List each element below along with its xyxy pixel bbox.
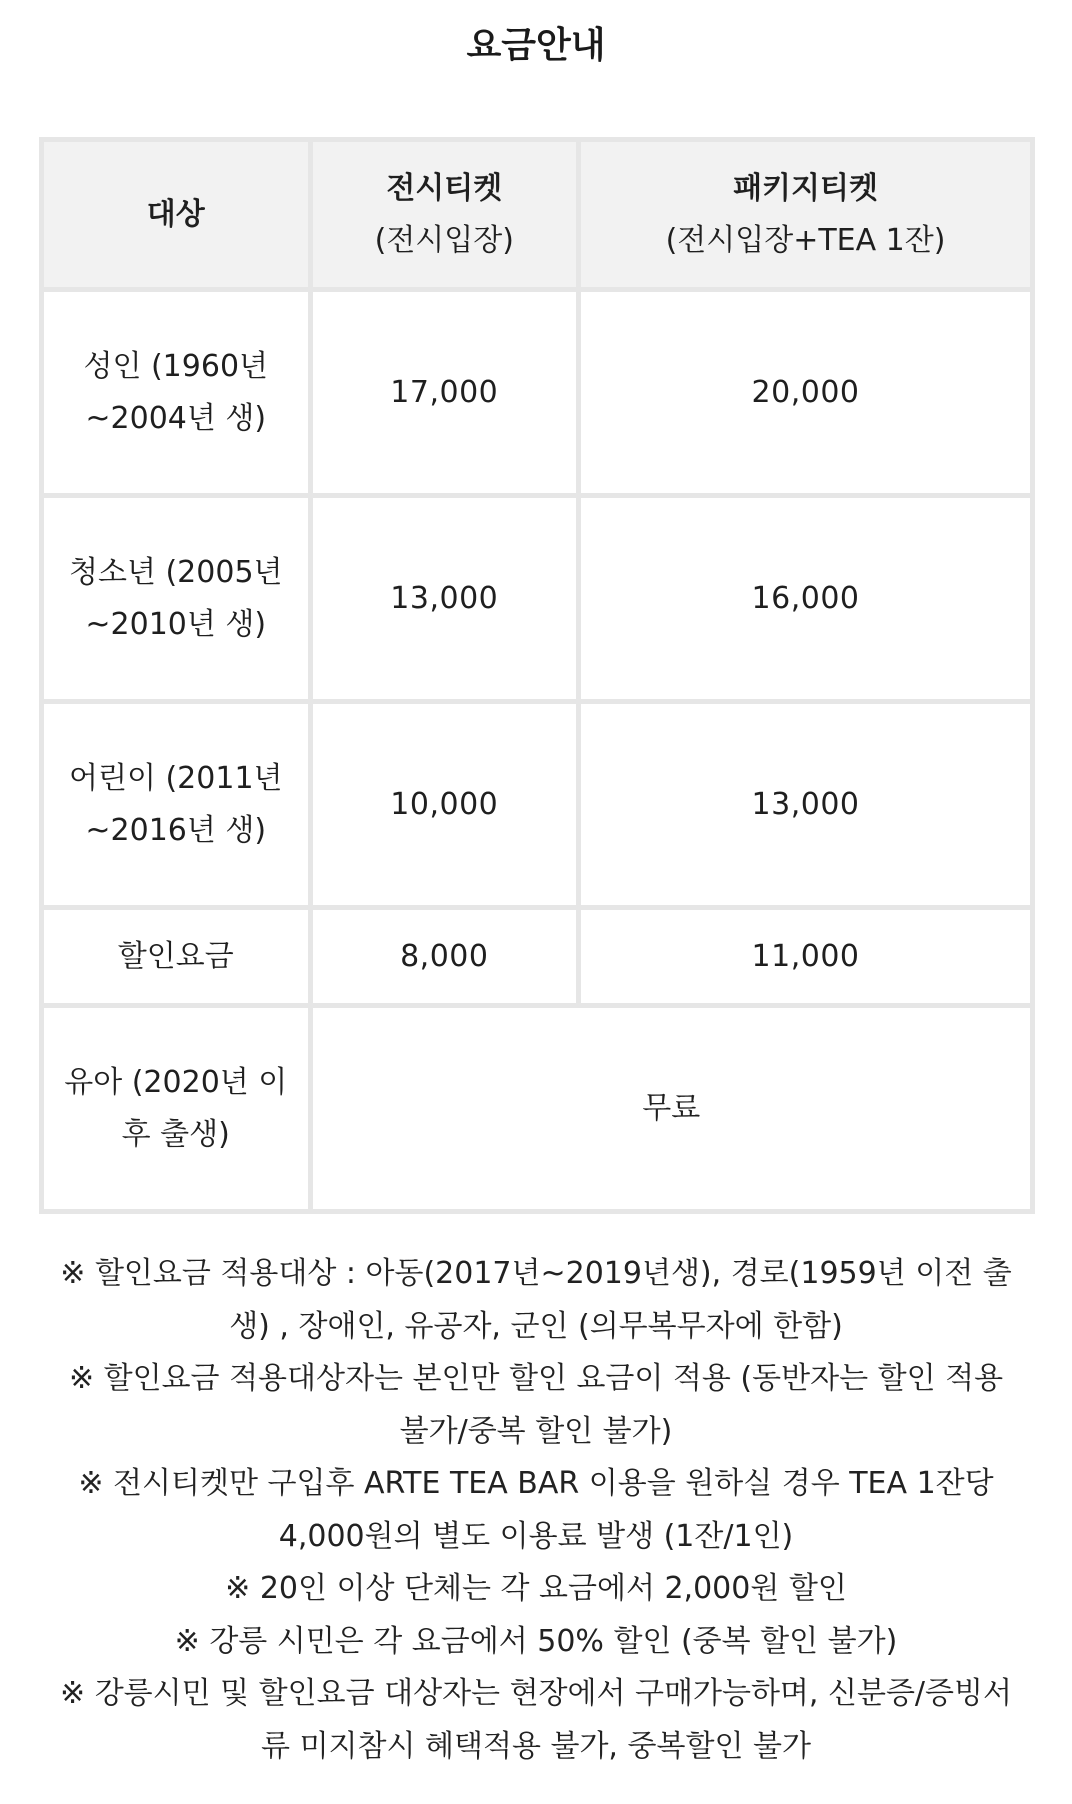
header-exhibition-sublabel: (전시입장): [374, 222, 514, 258]
table-row: [44, 704, 1030, 905]
header-package-ticket: [581, 142, 1030, 287]
header-target-label: 대상: [146, 196, 205, 232]
table-header-row: [44, 142, 1030, 287]
row-target-child: 어린이 (2011년~2016년 생): [44, 704, 308, 905]
row-target-discount: 할인요금: [44, 910, 308, 1003]
row-package-price: 16,000: [581, 498, 1030, 699]
header-target: [44, 142, 308, 287]
page-title: 요금안내: [466, 25, 606, 66]
price-table: [39, 137, 1035, 1214]
row-target-infant: 유아 (2020년 이후 출생): [44, 1008, 308, 1209]
header-exhibition-ticket: [313, 142, 577, 287]
note-item: ※ 할인요금 적용대상 : 아동(2017년~2019년생), 경로(1959년 이전 출생) , 장애인, 유공자, 군인 (의무복무자에 한함): [60, 1256, 1012, 1344]
row-package-price: 13,000: [581, 704, 1030, 905]
note-item: ※ 할인요금 적용대상자는 본인만 할인 요금이 적용 (동반자는 할인 적용 불가/중복 할인 불가): [68, 1361, 1004, 1449]
row-package-price: 20,000: [581, 292, 1030, 493]
notes-section: [50, 1248, 1022, 1773]
row-target-adult: 성인 (1960년~2004년 생): [44, 292, 308, 493]
table-row: [44, 1008, 1030, 1209]
note-item: ※ 강릉시민 및 할인요금 대상자는 현장에서 구매가능하며, 신분증/증빙서류 미지참시 혜택적용 불가, 중복할인 불가: [60, 1676, 1012, 1764]
row-exhibition-price: 17,000: [313, 292, 577, 493]
header-exhibition-label: 전시티켓: [386, 170, 503, 206]
note-item: ※ 강릉 시민은 각 요금에서 50% 할인 (중복 할인 불가): [174, 1623, 898, 1659]
row-exhibition-price: 8,000: [313, 910, 577, 1003]
note-item: ※ 전시티켓만 구입후 ARTE TEA BAR 이용을 원하실 경우 TEA 1잔당 4,000원의 별도 이용료 발생 (1잔/1인): [78, 1466, 994, 1554]
row-exhibition-price: 13,000: [313, 498, 577, 699]
header-package-label: 패키지티켓: [733, 170, 878, 206]
table-row: [44, 498, 1030, 699]
table-row: [44, 910, 1030, 1003]
row-exhibition-price: 10,000: [313, 704, 577, 905]
table-row: [44, 292, 1030, 493]
header-package-sublabel: (전시입장+TEA 1잔): [665, 222, 946, 258]
row-package-price: 11,000: [581, 910, 1030, 1003]
note-item: ※ 20인 이상 단체는 각 요금에서 2,000원 할인: [225, 1571, 847, 1606]
row-free-price: 무료: [313, 1008, 1030, 1209]
row-target-youth: 청소년 (2005년~2010년 생): [44, 498, 308, 699]
